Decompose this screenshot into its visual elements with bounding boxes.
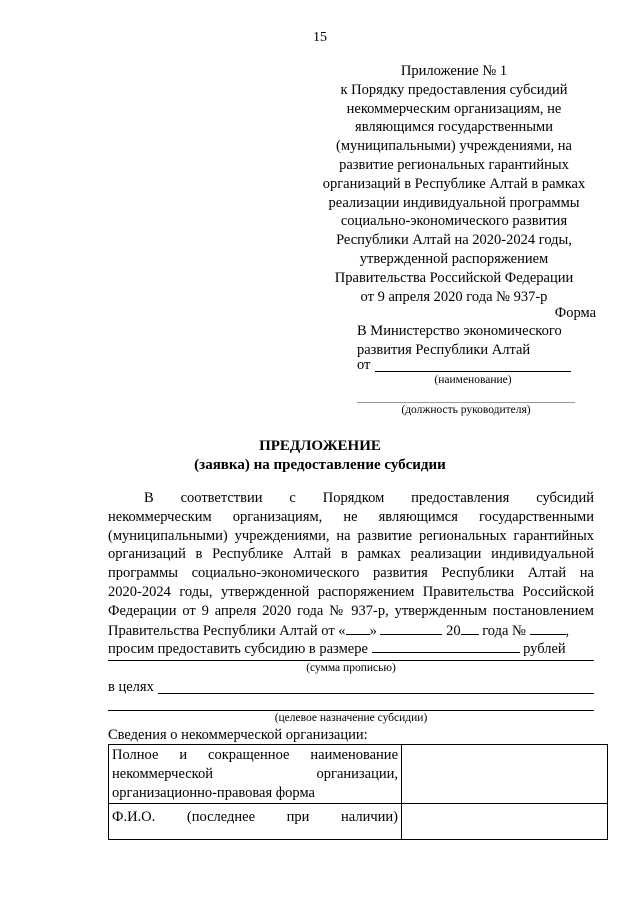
body-line: программы социально-экономического развития Республики Алтай на (108, 565, 594, 582)
appendix-line: Республики Алтай на 2020-2024 годы, (336, 232, 572, 249)
addressee-line-2: развития Республики Алтай (357, 341, 531, 358)
purpose-field-2[interactable] (108, 710, 594, 711)
appendix-line: утвержденной распоряжением (359, 250, 549, 267)
label-line: Полное и сокращенное наименование (112, 747, 398, 763)
section-heading: Сведения о некоммерческой организации: (108, 727, 368, 743)
month-field[interactable] (380, 621, 442, 635)
appendix-line: организаций в Республике Алтай в рамках (322, 175, 586, 192)
sum-caption: (сумма прописью) (306, 662, 396, 674)
body-text: рублей (523, 641, 566, 658)
body-text: просим предоставить субсидию в размере (108, 641, 368, 658)
purpose-caption: (целевое назначение субсидии) (274, 712, 428, 724)
appendix-line: от 9 апреля 2020 года № 937-р (360, 288, 548, 305)
appendix-line: Приложение № 1 (400, 63, 508, 79)
row-value-cell[interactable] (402, 745, 608, 804)
appendix-line: являющимся государственными (355, 119, 553, 136)
position-caption: (должность руководителя) (401, 404, 531, 416)
day-field[interactable] (346, 621, 370, 635)
page-number: 15 (313, 30, 327, 45)
addressee-line-1: В Министерство экономического (357, 323, 562, 339)
appendix-line: (муниципальными) учреждениями, на (336, 138, 572, 155)
amount-field[interactable] (372, 639, 520, 653)
row-label (109, 804, 402, 840)
body-line: Федерации от 9 апреля 2020 года № 937-р, утвержденным постановлением (108, 602, 594, 619)
appendix-line: социально-экономического развития (340, 213, 568, 230)
document-title (0, 437, 640, 475)
table-row (109, 804, 608, 840)
body-line: (муниципальными) учреждениями, на развитие региональных гарантийных (108, 527, 594, 544)
row-value-cell[interactable] (402, 804, 608, 840)
body-line-date (108, 621, 594, 640)
body-text: 20 (442, 622, 461, 639)
label-line: некоммерческой организации, (112, 765, 398, 782)
appendix-block (312, 62, 596, 306)
addressee-block (357, 322, 597, 360)
table-row (109, 745, 608, 804)
form-label: Форма (554, 305, 596, 321)
organization-name-field[interactable] (375, 371, 571, 372)
title-main: ПРЕДЛОЖЕНИЕ (259, 438, 381, 454)
body-text: года № (478, 622, 530, 639)
label-line: организационно-правовая форма (112, 784, 315, 801)
amount-words-field[interactable] (108, 660, 594, 661)
org-info-table (108, 744, 608, 840)
name-caption: (наименование) (434, 374, 512, 386)
body-line: 2020-2024 годы, утвержденной распоряжением Правительства Российской (108, 583, 594, 600)
row-label (109, 745, 402, 804)
purpose-label: в целях (108, 679, 154, 695)
appendix-line: развитие региональных гарантийных (339, 156, 569, 173)
title-sub: (заявка) на предоставление субсидии (194, 457, 446, 473)
body-line: некоммерческим организациям, не являющимся государственными (108, 508, 594, 525)
body-paragraph (108, 489, 594, 658)
label-line: Ф.И.О. (последнее при наличии) (112, 809, 398, 826)
appendix-line: к Порядку предоставления субсидий (340, 81, 568, 98)
from-label: от (357, 357, 371, 373)
purpose-field[interactable] (158, 693, 594, 694)
appendix-line: Правительства Российской Федерации (334, 269, 574, 286)
body-line: В соответствии с Порядком предоставления субсидий (144, 490, 594, 506)
appendix-line: некоммерческим организациям, не (346, 100, 562, 117)
appendix-line: реализации индивидуальной программы (328, 194, 580, 211)
body-text: » (369, 622, 381, 639)
body-line-amount (108, 639, 594, 658)
year-field[interactable] (461, 621, 479, 635)
body-text: , (565, 622, 570, 639)
body-text: Правительства Республики Алтай от « (108, 622, 346, 639)
body-line: организаций в Республике Алтай в рамках реализации индивидуальной (108, 546, 594, 563)
position-field[interactable] (357, 402, 575, 403)
number-field[interactable] (530, 621, 566, 635)
